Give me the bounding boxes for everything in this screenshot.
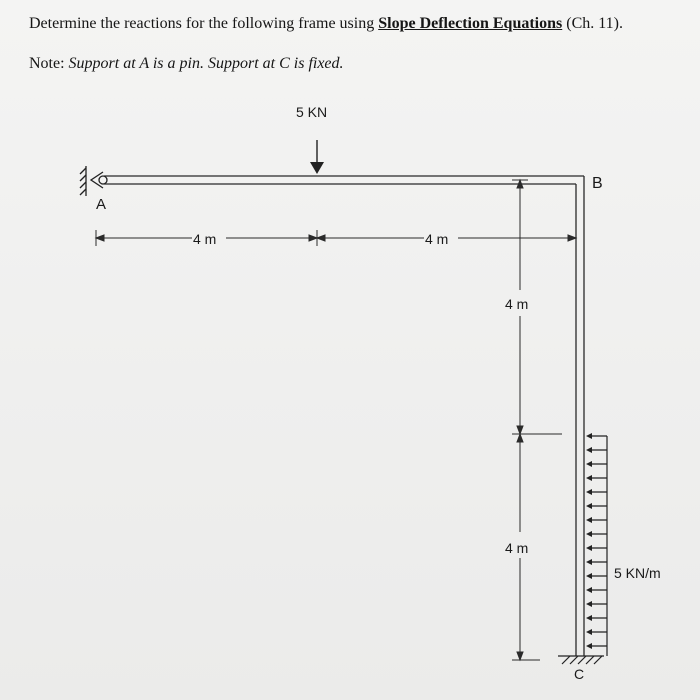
note-text: Support at A is a pin. Support at C is fixed. [68, 55, 344, 72]
point-load-arrow [310, 140, 324, 174]
problem-prefix: Determine the reactions for the following frame using [29, 15, 379, 32]
horizontal-dimension [96, 230, 576, 246]
vertical-dimension [512, 180, 562, 660]
dimension-ab-left: 4 m [193, 231, 217, 247]
pin-support-a [80, 166, 107, 196]
joint-label-c: C [574, 666, 585, 682]
dimension-bc-bottom: 4 m [505, 540, 529, 556]
column-bc [576, 176, 584, 656]
joint-label-b: B [592, 175, 603, 192]
distributed-load [590, 436, 607, 656]
dimension-bc-top: 4 m [505, 296, 529, 312]
joint-label-a: A [96, 196, 107, 213]
note-label: Note: [29, 55, 69, 72]
method-name: Slope Deflection Equations [378, 15, 563, 32]
fixed-support-c [558, 656, 604, 664]
distributed-load-arrowheads [586, 433, 592, 649]
point-load-label: 5 KN [296, 104, 328, 120]
dimension-ab-right: 4 m [425, 231, 449, 247]
problem-suffix: (Ch. 11). [562, 15, 623, 32]
distributed-load-label: 5 KN/m [614, 565, 661, 581]
